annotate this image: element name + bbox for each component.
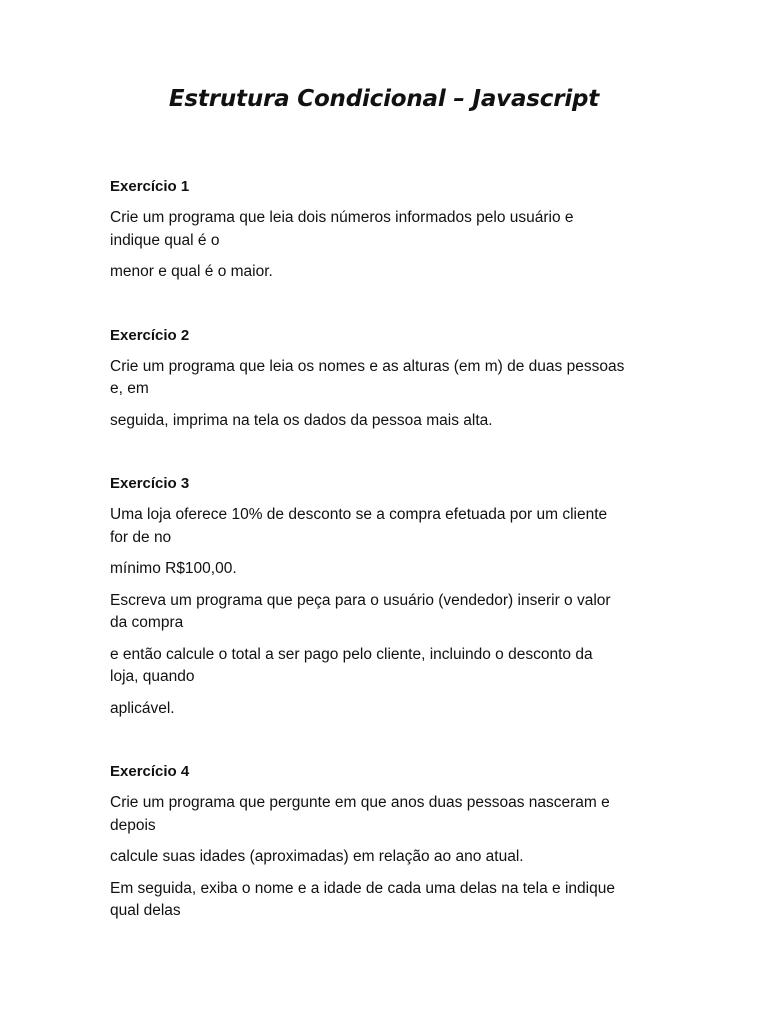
exercise-heading: Exercício 1 — [110, 178, 190, 195]
exercise-paragraph: menor e qual é o maior. — [110, 263, 273, 280]
exercise-heading: Exercício 2 — [110, 326, 190, 344]
exercise-paragraph: calcule suas idades (aproximadas) em relação ao ano atual. — [110, 848, 524, 865]
exercise-paragraph: aplicável. — [110, 699, 175, 717]
exercise-heading: Exercício 3 — [110, 475, 190, 492]
exercise-paragraph: Uma loja oferece 10% de desconto se a compra efetuada por um cliente for de no — [110, 506, 608, 546]
exercise-paragraph: e então calcule o total a ser pago pelo cliente, incluindo o desconto da loja, quando — [110, 645, 593, 685]
exercise-4 — [110, 761, 660, 923]
exercise-paragraph: Crie um programa que pergunte em que anos duas pessoas nasceram e depois — [110, 794, 610, 834]
exercise-2 — [110, 325, 660, 433]
document-body — [110, 176, 660, 964]
exercise-paragraph: Em seguida, exiba o nome e a idade de cada uma delas na tela e indique qual delas — [110, 879, 615, 919]
exercise-1 — [110, 176, 660, 284]
exercise-paragraph: Escreva um programa que peça para o usuário (vendedor) inserir o valor da compra — [110, 591, 611, 631]
exercise-3 — [110, 473, 660, 720]
exercise-heading: Exercício 4 — [110, 763, 190, 780]
document-title: Estrutura Condicional – Javascript — [168, 86, 600, 112]
exercise-paragraph: Crie um programa que leia dois números informados pelo usuário e indique qual é o — [110, 209, 574, 249]
exercise-paragraph: Crie um programa que leia os nomes e as alturas (em m) de duas pessoas e, em — [110, 357, 625, 397]
exercise-paragraph: mínimo R$100,00. — [110, 560, 237, 577]
exercise-paragraph: seguida, imprima na tela os dados da pessoa mais alta. — [110, 411, 493, 429]
